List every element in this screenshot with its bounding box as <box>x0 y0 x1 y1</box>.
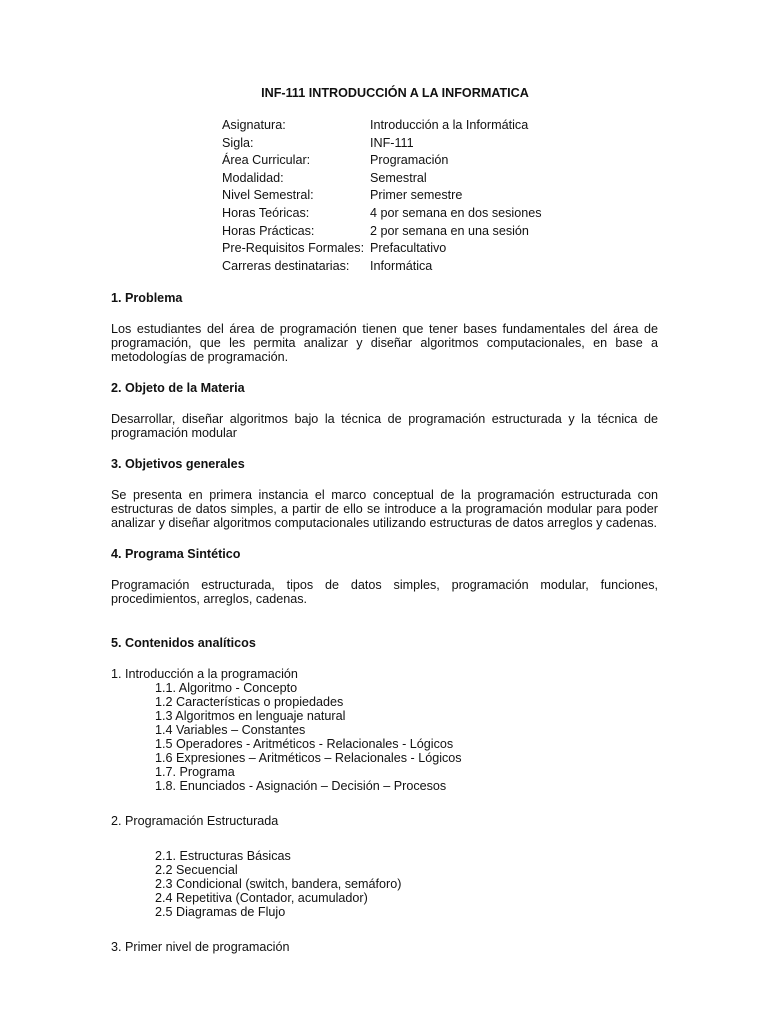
topic-item: 2.3 Condicional (switch, bandera, semáforo) <box>155 877 402 891</box>
info-label: Sigla: <box>222 135 254 150</box>
info-row-modalidad <box>222 170 542 188</box>
info-label: Nivel Semestral: <box>222 188 314 203</box>
topic-item: 1.1. Algoritmo - Concepto <box>155 681 298 695</box>
section-heading-contenidos: 5. Contenidos analíticos <box>111 636 256 650</box>
section-heading-objeto: 2. Objeto de la Materia <box>111 381 245 395</box>
topic-item: 1.2 Características o propiedades <box>155 695 344 709</box>
document-body <box>111 291 658 623</box>
info-label: Horas Prácticas: <box>222 223 315 238</box>
topic-item: 2.5 Diagramas de Flujo <box>155 905 286 919</box>
topic-item: 2.1. Estructuras Básicas <box>155 849 291 863</box>
topic-item: 1.5 Operadores - Aritméticos - Relacionales - Lógicos <box>155 737 454 751</box>
course-info-table <box>222 117 542 275</box>
topic-item: 1.7. Programa <box>155 765 235 779</box>
topic-item: 2.4 Repetitiva (Contador, acumulador) <box>155 891 368 905</box>
info-value: Semestral <box>370 170 427 185</box>
topic-item: 2.2 Secuencial <box>155 863 238 877</box>
section-text-objetivos: Se presenta en primera instancia el marco conceptual de la programación estructurada con estructuras de datos simples, a partir de ello se introduce a la programación modular para poder analizar y diseñar algoritmos computacionales utilizando estructuras de datos arreglos y cadenas. <box>111 488 658 530</box>
info-row-horas-practicas <box>222 223 542 241</box>
section-text-objeto: Desarrollar, diseñar algoritmos bajo la técnica de programación estructurada y la técnica de programación modular <box>111 412 658 440</box>
document-title: INF-111 INTRODUCCIÓN A LA INFORMATICA <box>261 86 529 100</box>
info-value: 2 por semana en una sesión <box>370 223 529 238</box>
topic-title: 3. Primer nivel de programación <box>111 940 290 954</box>
section-heading-objetivos: 3. Objetivos generales <box>111 457 245 471</box>
topic-item: 1.8. Enunciados - Asignación – Decisión – Procesos <box>155 779 447 793</box>
topic-title: 2. Programación Estructurada <box>111 814 279 828</box>
contents-section <box>111 636 658 954</box>
info-row-horas-teoricas <box>222 205 542 223</box>
info-row-area <box>222 152 542 170</box>
info-label: Carreras destinatarias: <box>222 258 350 273</box>
info-row-carreras <box>222 258 542 276</box>
topic-item: 1.3 Algoritmos en lenguaje natural <box>155 709 346 723</box>
info-row-nivel <box>222 187 542 205</box>
section-text-problema: Los estudiantes del área de programación tienen que tener bases fundamentales del área de programación, que les permita analizar y diseñar algoritmos computacionales, en base a metodologías de programación. <box>111 322 658 364</box>
info-value: INF-111 <box>370 135 414 150</box>
section-text-programa: Programación estructurada, tipos de datos simples, programación modular, funciones, procedimientos, arreglos, cadenas. <box>111 578 658 606</box>
section-heading-problema: 1. Problema <box>111 291 183 305</box>
info-label: Modalidad: <box>222 170 284 185</box>
info-label: Asignatura: <box>222 118 286 132</box>
info-value: 4 por semana en dos sesiones <box>370 205 542 220</box>
topic-title: 1. Introducción a la programación <box>111 667 298 681</box>
info-value: Introducción a la Informática <box>370 118 529 132</box>
info-label: Área Curricular: <box>222 153 311 168</box>
info-row-prerequisitos <box>222 240 542 258</box>
topic-item: 1.4 Variables – Constantes <box>155 723 306 737</box>
info-row-asignatura <box>222 117 542 135</box>
info-label: Pre-Requisitos Formales: <box>222 241 365 256</box>
info-value: Informática <box>370 258 433 273</box>
info-value: Prefacultativo <box>370 241 447 256</box>
section-heading-programa: 4. Programa Sintético <box>111 547 241 561</box>
info-label: Horas Teóricas: <box>222 205 310 220</box>
info-value: Primer semestre <box>370 188 463 203</box>
info-row-sigla <box>222 135 542 153</box>
info-value: Programación <box>370 153 449 168</box>
topic-item: 1.6 Expresiones – Aritméticos – Relacionales - Lógicos <box>155 751 462 765</box>
